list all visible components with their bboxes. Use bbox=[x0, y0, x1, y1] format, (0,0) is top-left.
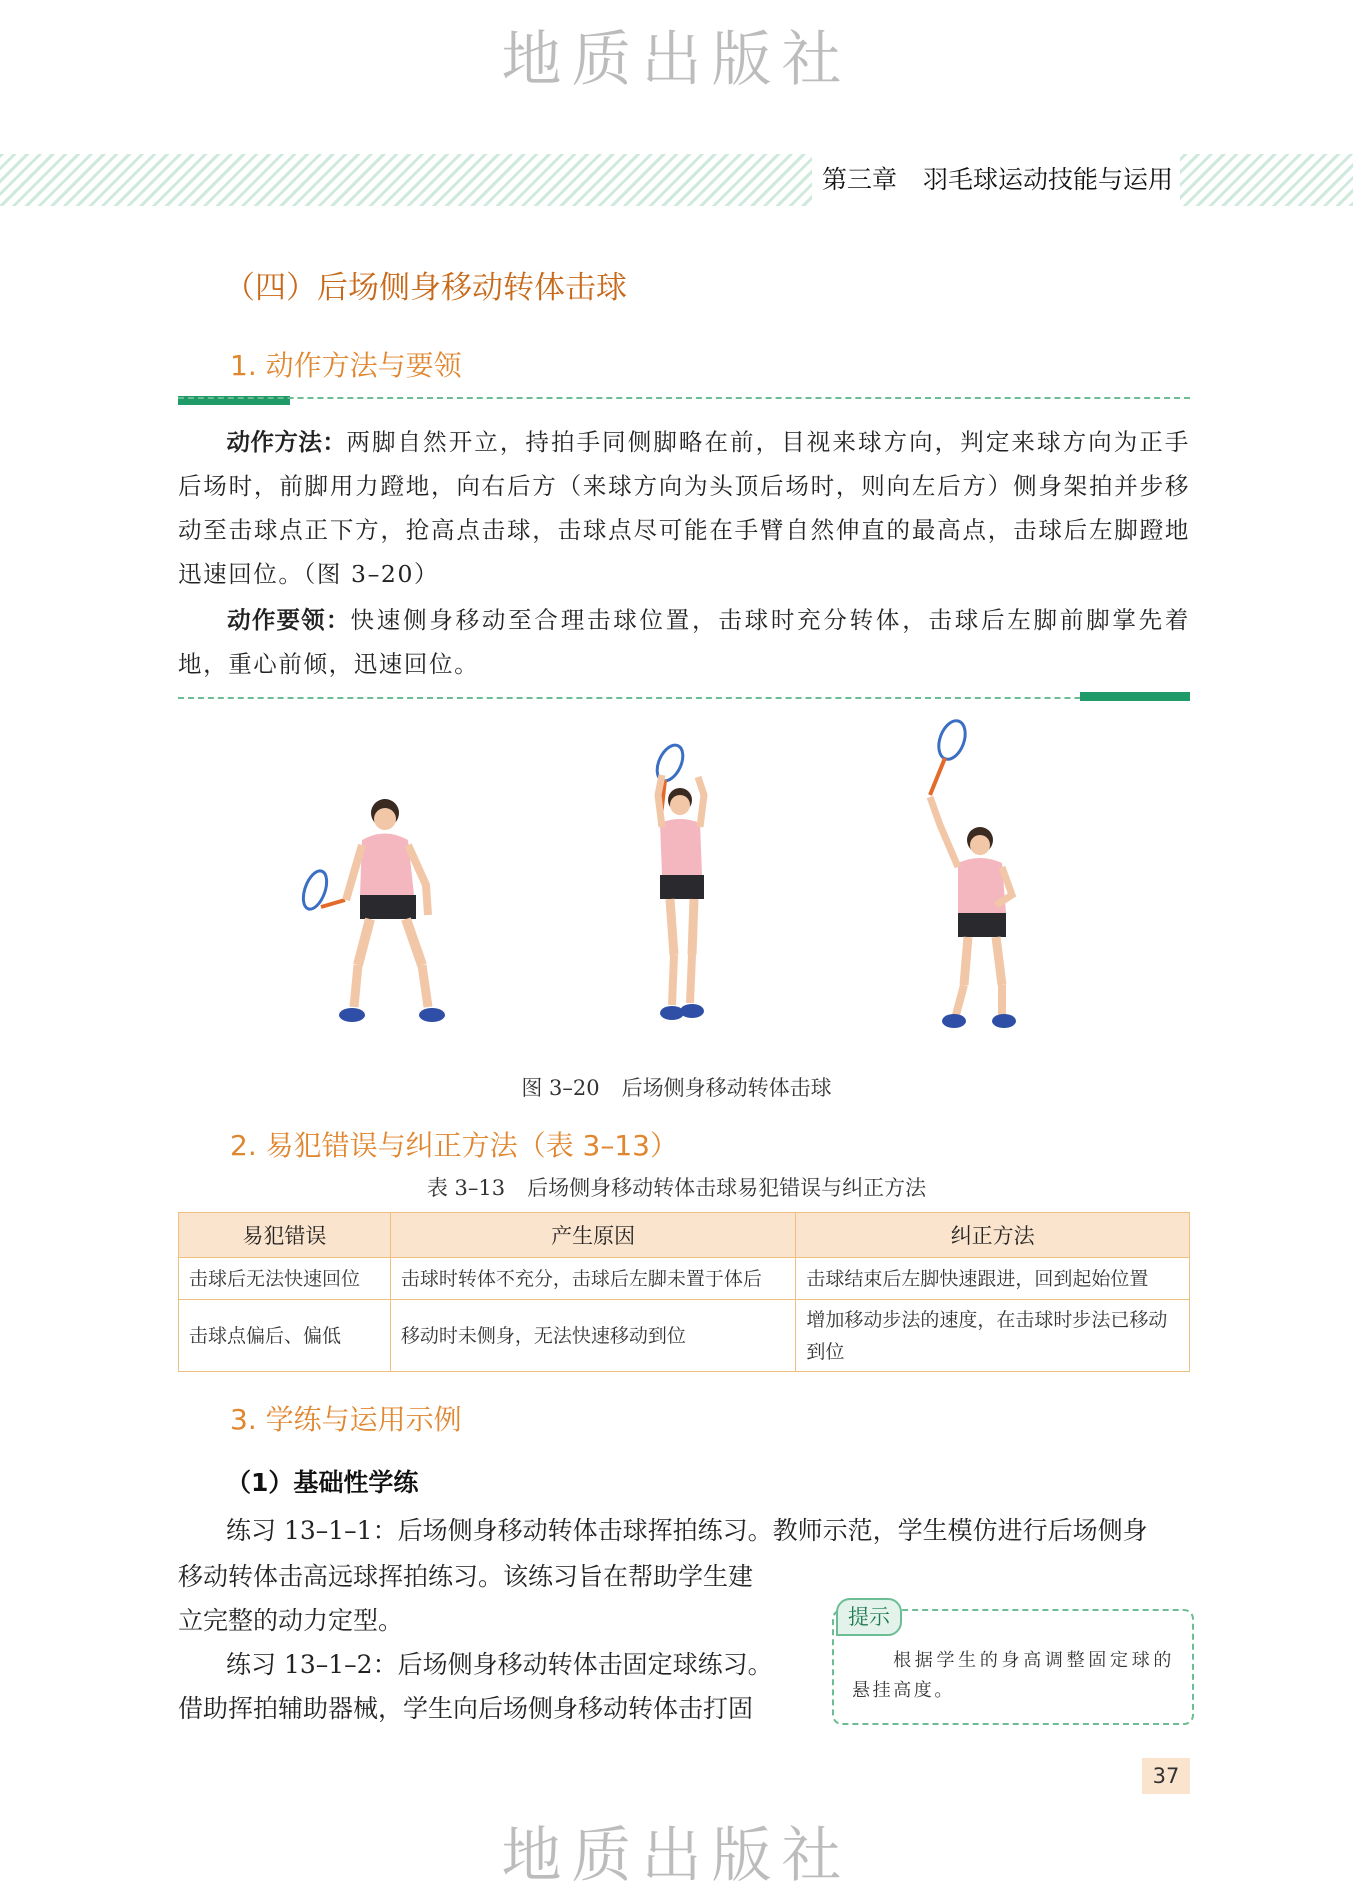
section-title: （四）后场侧身移动转体击球 bbox=[224, 270, 627, 306]
green-accent-bar-bottom bbox=[1080, 692, 1190, 701]
table-header-cell: 易犯错误 bbox=[179, 1213, 391, 1258]
table-title: 后场侧身移动转体击球易犯错误与纠正方法 bbox=[527, 1176, 927, 1200]
table-cell: 击球后无法快速回位 bbox=[179, 1258, 391, 1300]
dashed-divider-top bbox=[178, 397, 1190, 399]
table-header-cell: 纠正方法 bbox=[796, 1213, 1190, 1258]
chapter-header bbox=[822, 160, 1173, 196]
table-cell: 击球点偏后、偏低 bbox=[179, 1300, 391, 1372]
table-cell: 增加移动步法的速度，在击球时步法已移动到位 bbox=[796, 1300, 1190, 1372]
practice-1-line-1: 练习 13–1–1：后场侧身移动转体击球挥拍练习。教师示范，学生模仿进行后场侧身 bbox=[226, 1516, 1148, 1545]
essentials-text: 快速侧身移动至合理击球位置，击球时充分转体，击球后左脚前脚掌先着地，重心前倾，迅速回位。 bbox=[178, 606, 1191, 678]
badminton-figure bbox=[290, 715, 1060, 1065]
subsection-title-2: 2. 易犯错误与纠正方法（表 3–13） bbox=[230, 1129, 678, 1162]
table-cell: 击球结束后左脚快速跟进，回到起始位置 bbox=[796, 1258, 1190, 1300]
method-label: 动作方法： bbox=[226, 428, 347, 456]
player-pose-hit bbox=[930, 717, 1016, 1028]
subsection-title-3: 3. 学练与运用示例 bbox=[230, 1403, 462, 1436]
chapter-title: 羽毛球运动技能与运用 bbox=[923, 165, 1174, 194]
watermark-bottom: 地质出版社 bbox=[501, 1821, 852, 1891]
player-pose-ready bbox=[299, 799, 445, 1022]
chapter-number: 第三章 bbox=[822, 165, 898, 194]
table-cell: 移动时未侧身，无法快速移动到位 bbox=[390, 1300, 796, 1372]
essentials-label: 动作要领： bbox=[226, 606, 351, 634]
subsection-title-1: 1. 动作方法与要领 bbox=[230, 349, 462, 382]
error-correction-table bbox=[178, 1212, 1190, 1372]
watermark-top: 地质出版社 bbox=[501, 25, 852, 95]
table-header-cell: 产生原因 bbox=[390, 1213, 796, 1258]
practice-1-line-3: 立完整的动力定型。 bbox=[178, 1606, 404, 1635]
practice-2-line-1: 练习 13–1–2：后场侧身移动转体击固定球练习。 bbox=[226, 1650, 773, 1679]
page-number: 37 bbox=[1142, 1758, 1190, 1794]
table-header-row bbox=[179, 1213, 1190, 1258]
player-pose-jump bbox=[652, 741, 704, 1020]
practice-1-line-2: 移动转体击高远球挥拍练习。该练习旨在帮助学生建 bbox=[178, 1562, 754, 1591]
method-paragraph bbox=[178, 420, 1190, 596]
table-number: 表 3–13 bbox=[426, 1176, 506, 1200]
tip-label: 提示 bbox=[836, 1598, 902, 1636]
figure-title: 后场侧身移动转体击球 bbox=[621, 1076, 832, 1100]
figure-caption bbox=[0, 1072, 1353, 1102]
dashed-divider-bottom bbox=[178, 697, 1190, 699]
table-caption bbox=[0, 1172, 1353, 1202]
figure-number: 图 3–20 bbox=[521, 1076, 600, 1100]
table-row bbox=[179, 1258, 1190, 1300]
tip-text: 根据学生的身高调整固定球的悬挂高度。 bbox=[852, 1650, 1174, 1701]
essentials-paragraph bbox=[178, 598, 1190, 686]
subsection-basic-practice: （1）基础性学练 bbox=[226, 1468, 419, 1497]
method-text: 两脚自然开立，持拍手同侧脚略在前，目视来球方向，判定来球方向为正手后场时，前脚用力蹬地，向右后方（来球方向为头顶后场时，则向左后方）侧身架拍并步移动至击球点正下方，抢高点击球，击球点尽可能在手臂自然伸直的最高点，击球后左脚蹬地迅速回位。（图 3–20） bbox=[178, 428, 1190, 588]
practice-2-line-2: 借助挥拍辅助器械，学生向后场侧身移动转体击打固 bbox=[178, 1694, 754, 1723]
table-row bbox=[179, 1300, 1190, 1372]
table-cell: 击球时转体不充分，击球后左脚未置于体后 bbox=[390, 1258, 796, 1300]
